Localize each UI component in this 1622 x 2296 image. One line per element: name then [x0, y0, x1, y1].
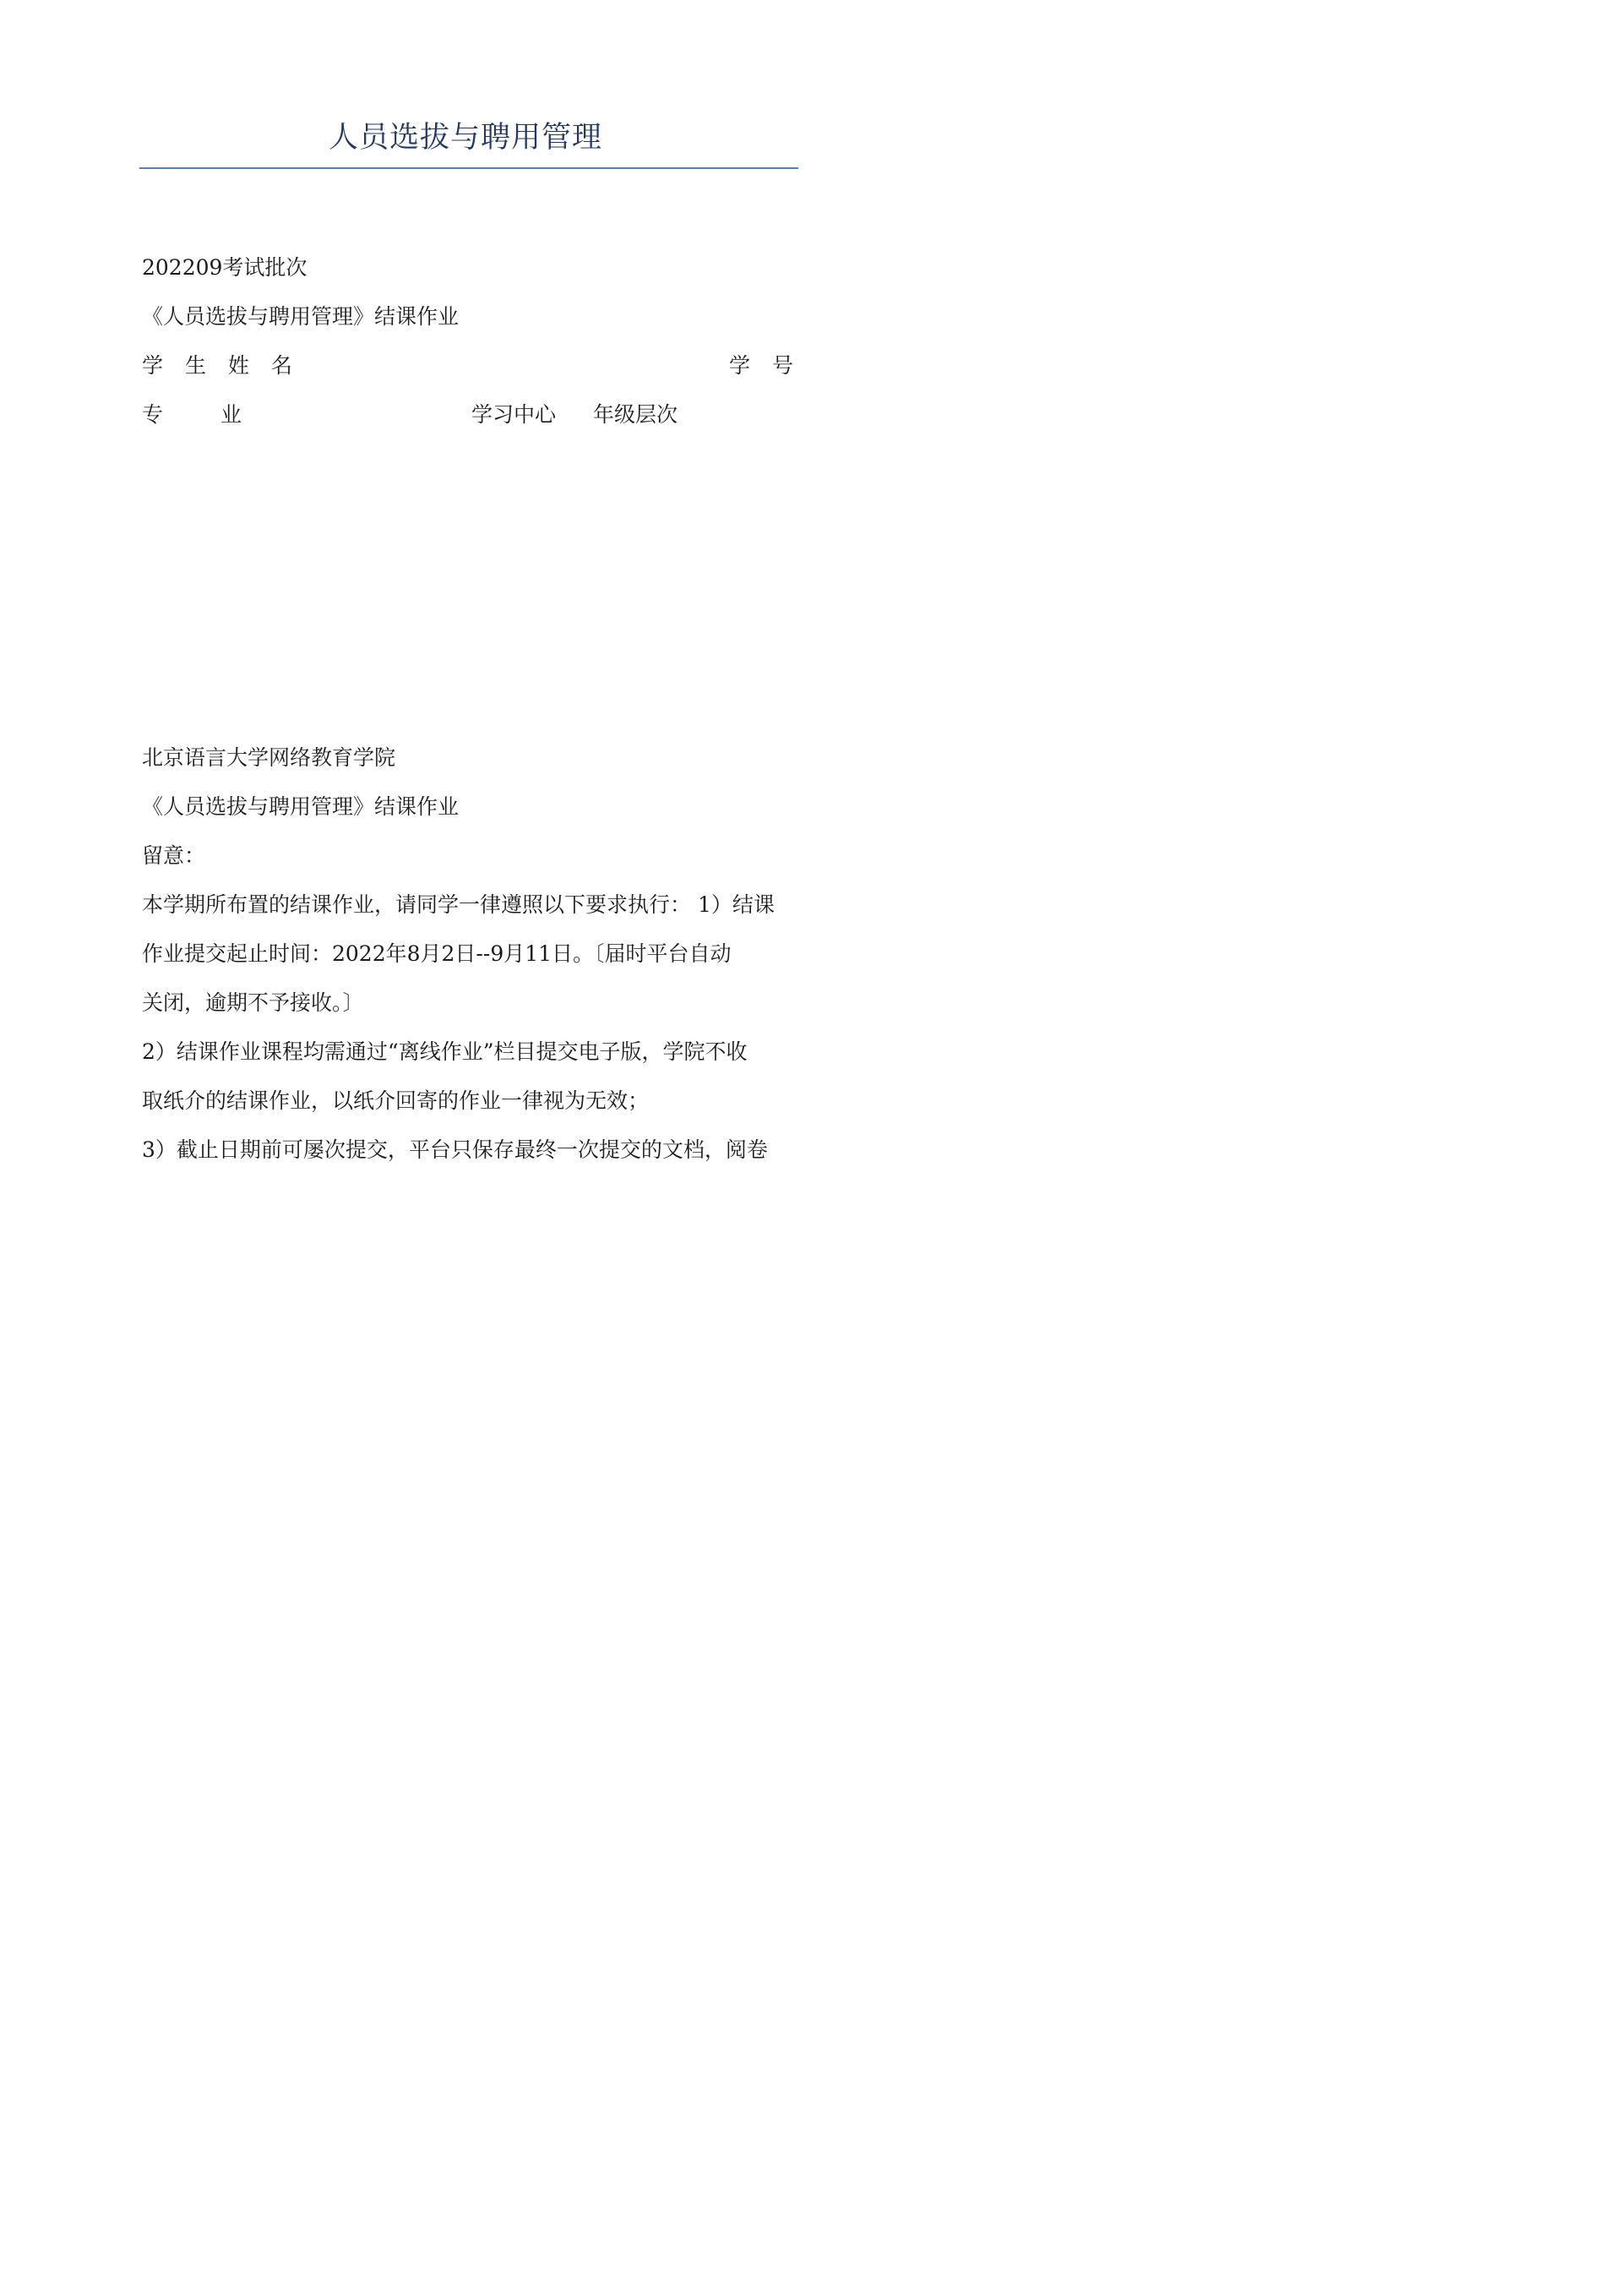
major-label: 专 业: [142, 402, 267, 427]
notice-line: 2）结课作业课程均需通过“离线作业”栏目提交电子版，学院不收: [142, 1039, 748, 1064]
grade-level-label: 年级层次: [593, 402, 678, 427]
notice-line: 本学期所布置的结课作业，请同学一律遵照以下要求执行： 1）结课: [142, 892, 775, 917]
student-name-label: 学 生 姓 名: [142, 353, 300, 378]
header-divider: [139, 167, 798, 169]
notice-line: 取纸介的结课作业，以纸介回寄的作业一律视为无效；: [142, 1088, 650, 1113]
notice-label: 留意：: [142, 843, 206, 868]
student-id-label: 学 号: [729, 353, 801, 378]
notice-line: 3）截止日期前可屡次提交，平台只保存最终一次提交的文档，阅卷: [142, 1137, 768, 1162]
notice-line: 关闭，逾期不予接收。〕: [142, 990, 364, 1015]
page-title: 人员选拔与聘用管理: [328, 121, 602, 155]
body-assignment-title: 《人员选拔与聘用管理》结课作业: [142, 794, 460, 819]
notice-line: 作业提交起止时间：2022年8月2日--9月11日。〔届时平台自动: [142, 941, 732, 966]
institution-name: 北京语言大学网络教育学院: [142, 745, 396, 770]
exam-batch: 202209考试批次: [142, 255, 308, 280]
cover-assignment-title: 《人员选拔与聘用管理》结课作业: [142, 304, 460, 329]
study-center-label: 学习中心: [471, 402, 557, 427]
